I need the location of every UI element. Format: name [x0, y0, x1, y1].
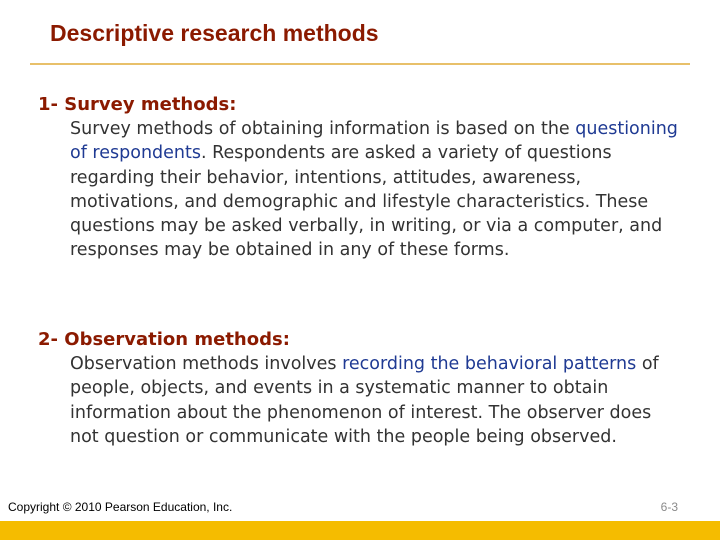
body-text: Survey methods of obtaining information is based on the — [70, 119, 576, 139]
title-underline-tail — [668, 64, 690, 65]
page-number: 6-3 — [660, 500, 678, 514]
section-body — [70, 352, 678, 449]
section-survey-methods — [38, 93, 678, 263]
section-body — [70, 117, 678, 263]
highlighted-text: questioning of respondents — [70, 119, 678, 164]
copyright-notice: Copyright © 2010 Pearson Education, Inc. — [8, 500, 233, 514]
section-heading: 2- Observation methods: — [38, 329, 290, 350]
slide-title: Descriptive research methods — [50, 20, 379, 46]
bottom-accent-bar — [0, 521, 720, 540]
section-heading: 1- Survey methods: — [38, 94, 237, 115]
section-observation-methods — [38, 328, 678, 449]
title-underline — [30, 63, 690, 65]
body-text: . Respondents are asked a variety of questions regarding their behavior, intentions, attitudes, awareness, motivations, and demographic and lifestyle characteristics. These questions may be asked verbally, in writing, or via a computer, and responses may be obtained in any of these forms. — [70, 143, 663, 261]
highlighted-text: recording the behavioral patterns — [342, 354, 637, 374]
body-text: Observation methods involves — [70, 354, 343, 374]
body-text: of people, objects, and events in a systematic manner to obtain information about the phenomenon of interest. The observer does not question or communicate with the people being observed. — [70, 354, 659, 447]
